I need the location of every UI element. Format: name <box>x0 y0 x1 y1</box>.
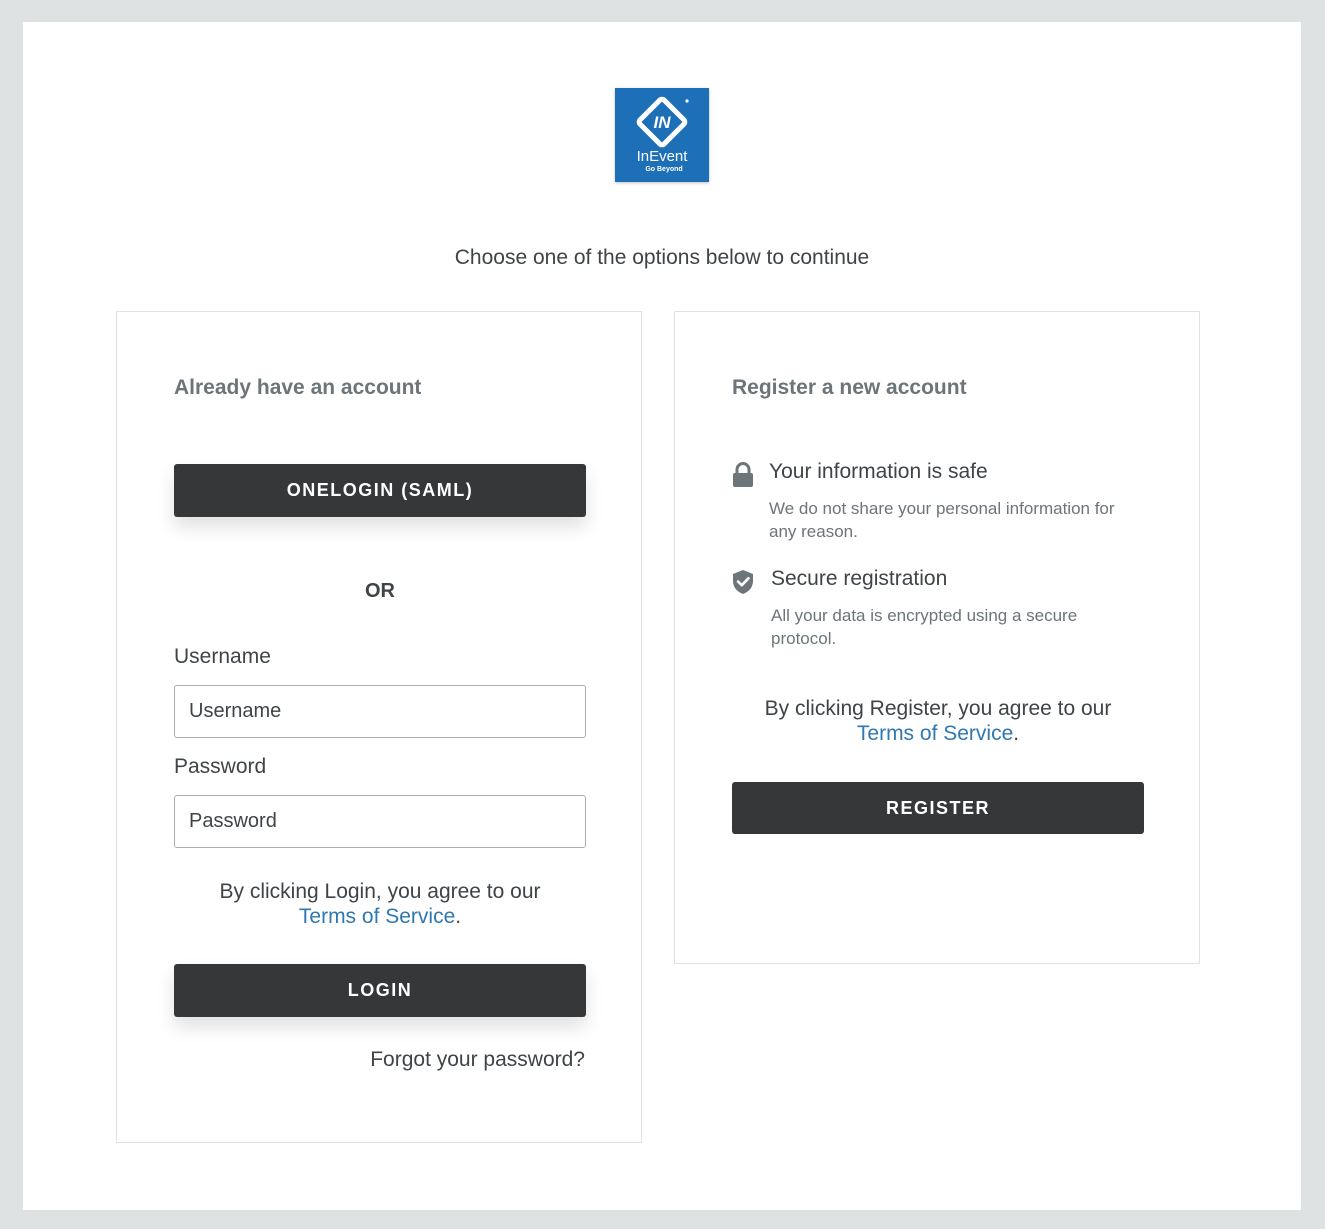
inevent-logo <box>615 88 709 182</box>
login-button[interactable]: LOGIN <box>174 964 586 1017</box>
register-terms-notice <box>732 696 1144 746</box>
logo-mark-text: IN <box>653 113 671 132</box>
feature-secure-registration-description: All your data is encrypted using a secure protocol. <box>771 606 1078 648</box>
feature-secure-registration-title: Secure registration <box>771 567 948 590</box>
username-input[interactable] <box>174 685 586 738</box>
register-card <box>674 311 1200 964</box>
feature-info-safe-title: Your information is safe <box>769 460 988 483</box>
register-terms-suffix: . <box>1013 722 1020 745</box>
feature-info-safe-description: We do not share your personal information for any reason. <box>769 499 1115 541</box>
or-divider: OR <box>365 580 395 602</box>
login-terms-link[interactable]: Terms of Service <box>298 905 456 928</box>
password-label: Password <box>174 755 267 778</box>
login-card <box>116 311 642 1143</box>
logo-brand-name: InEvent <box>636 148 688 165</box>
username-label: Username <box>174 645 271 668</box>
onelogin-saml-button[interactable]: ONELOGIN (SAML) <box>174 464 586 517</box>
lock-icon <box>732 462 754 488</box>
register-terms-link[interactable]: Terms of Service <box>856 722 1014 745</box>
register-agree-text: By clicking Register, you agree to our <box>764 697 1112 720</box>
login-card-title: Already have an account <box>174 376 422 399</box>
inevent-logo-icon <box>615 88 709 182</box>
page-prompt: Choose one of the options below to continue <box>454 246 870 269</box>
login-terms-suffix: . <box>455 905 462 928</box>
forgot-password-link[interactable]: Forgot your password? <box>370 1048 585 1071</box>
login-agree-text: By clicking Login, you agree to our <box>219 880 541 903</box>
login-terms-notice <box>174 879 586 929</box>
shield-check-icon <box>732 569 754 595</box>
password-input[interactable] <box>174 795 586 848</box>
logo-tagline: Go Beyond <box>645 166 683 173</box>
register-button[interactable]: REGISTER <box>732 782 1144 834</box>
login-page <box>23 22 1301 1210</box>
register-card-title: Register a new account <box>732 376 967 399</box>
